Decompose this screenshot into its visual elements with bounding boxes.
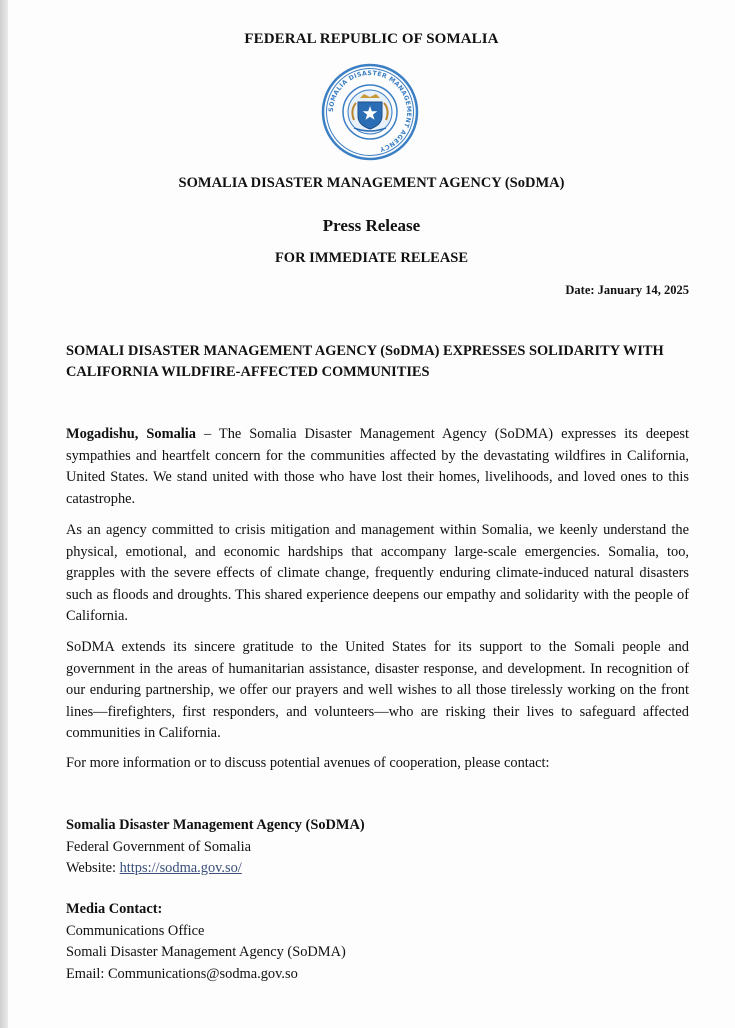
paragraph-2: As an agency committed to crisis mitigation and management within Somalia, we keenly understand the physical, emotional, and economic hardships that accompany large-scale emergencies. Somalia, too, grapples with the severe effects of climate change, frequently enduring climate-induced natural disasters such as floods and droughts. This shared experience deepens our empathy and solidarity with the people of California. bbox=[66, 522, 689, 624]
website-label: Website: bbox=[66, 860, 120, 876]
release-date: Date: January 14, 2025 bbox=[565, 283, 689, 297]
contact-org-sub: Federal Government of Somalia bbox=[66, 838, 252, 855]
seal-ring-text: SOMALIA DISASTER MANAGEMENT AGENCY bbox=[327, 69, 413, 153]
immediate-release-label: FOR IMMEDIATE RELEASE bbox=[274, 250, 469, 266]
paragraph-4: For more information or to discuss potential avenues of cooperation, please contact: bbox=[66, 755, 550, 771]
media-office: Communications Office bbox=[66, 922, 205, 939]
republic-title: FEDERAL REPUBLIC OF SOMALIA bbox=[244, 31, 499, 47]
contact-block bbox=[66, 815, 686, 880]
headline: SOMALI DISASTER MANAGEMENT AGENCY (SoDMA) EXPRESSES SOLIDARITY WITH CALIFORNIA WILDFIRE-AFFECTED COMMUNITIES bbox=[66, 343, 664, 380]
media-agency: Somali Disaster Management Agency (SoDMA) bbox=[66, 944, 346, 960]
contact-org-name: Somalia Disaster Management Agency (SoDMA) bbox=[66, 817, 365, 833]
paragraph-3: SoDMA extends its sincere gratitude to the United States for its support to the Somali people and government in the areas of humanitarian assistance, disaster response, and development. In recognition of our enduring partnership, we offer our prayers and well wishes to all those tirelessly working on the front lines—firefighters, first responders, and volunteers—who are risking their lives to safeguard affected communities in California. bbox=[66, 639, 689, 741]
press-release-heading: Press Release bbox=[322, 216, 421, 235]
dateline: Mogadishu, Somalia bbox=[66, 426, 196, 442]
website-link[interactable]: https://sodma.gov.so/ bbox=[119, 860, 242, 876]
media-email[interactable]: Email: Communications@sodma.gov.so bbox=[66, 965, 298, 982]
paragraph-1 bbox=[66, 424, 689, 510]
contact-website-line bbox=[66, 858, 686, 880]
agency-title: SOMALIA DISASTER MANAGEMENT AGENCY (SoDMA) bbox=[178, 175, 565, 191]
paragraph-1-text: – The Somalia Disaster Management Agency (SoDMA) expresses its deepest sympathies and heartfelt concern for the communities affected by the devastating wildfires in California, United States. We stand united with those who have lost their homes, livelihoods, and loved ones to this catastrophe. bbox=[66, 426, 690, 507]
media-contact-block bbox=[66, 899, 686, 985]
scan-left-edge bbox=[0, 0, 8, 1028]
press-release-page bbox=[8, 0, 735, 1028]
sodma-seal-icon bbox=[320, 62, 420, 162]
media-contact-heading: Media Contact: bbox=[66, 901, 163, 917]
